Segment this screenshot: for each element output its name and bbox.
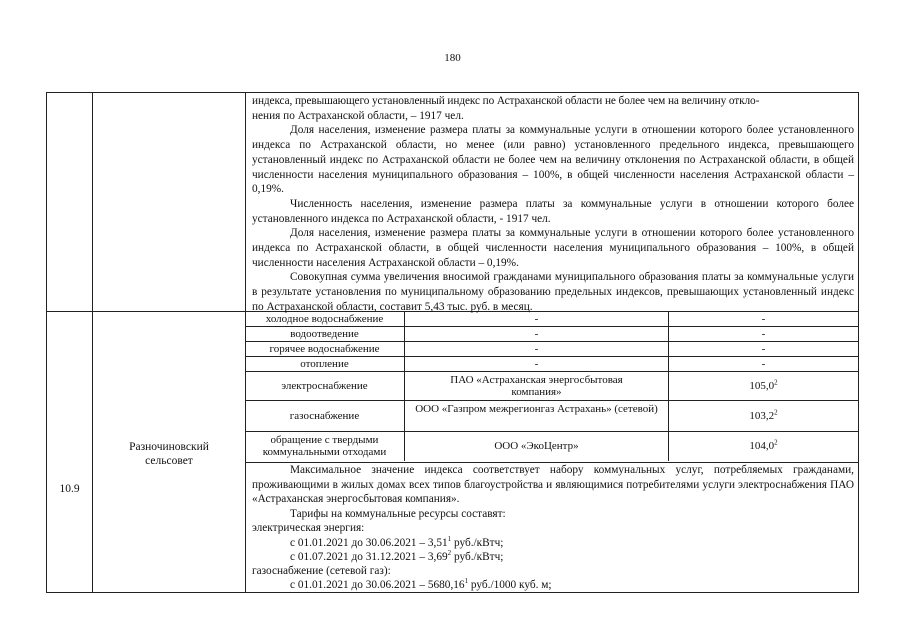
service-index: -	[761, 313, 766, 325]
service-provider: ПАО «Астраханская энергосбытовая компания»	[450, 374, 623, 398]
service-index	[669, 380, 858, 392]
service-index	[669, 410, 858, 422]
service-name: холодное водоснабжение	[265, 313, 384, 325]
footnote-mark: 1	[464, 577, 469, 586]
paragraph: Численность населения, изменение размера платы за коммунальные услуги в отношении которого более установленного индекса по Астраханской области, - 1917 чел.	[252, 197, 854, 225]
tariff-unit: руб./1000 куб. м;	[468, 579, 552, 591]
paragraph: Совокупная сумма увеличения вносимой гражданами муниципального образования платы за коммунальные услуги в результате установления по муниципальному образованию предельных индексов, превышающих установленный индекс по Астраханской области, составит 5,43 тыс. руб. в месяц.	[252, 271, 854, 313]
service-name: водоотведение	[290, 328, 359, 340]
tariff-text: с 01.01.2021 до 30.06.2021 – 3,51	[290, 537, 448, 549]
tariff-line	[290, 550, 503, 565]
bottom-text-block	[252, 463, 854, 522]
service-row-line	[245, 431, 858, 432]
col-divider	[92, 93, 93, 592]
page-number: 180	[444, 52, 461, 64]
tariff-unit: руб./кВтч;	[451, 537, 504, 549]
service-name: обращение с твердыми коммунальными отходами	[262, 434, 387, 458]
gas-label: газоснабжение (сетевой газ):	[252, 565, 391, 577]
index-value: 104,0	[749, 440, 775, 452]
service-provider: -	[534, 313, 539, 325]
footnote-mark: 2	[447, 549, 452, 558]
index-table	[46, 92, 859, 593]
tariff-unit: руб./кВтч;	[451, 551, 504, 563]
service-index: -	[761, 358, 766, 370]
text-line: индекса, превышающего установленный индекс по Астраханской области не более чем на величину откло-	[252, 95, 760, 107]
service-name: отопление	[300, 358, 349, 370]
service-provider: ООО «Газпром межрегионгаз Астрахань» (сетевой)	[415, 403, 658, 415]
municipality-name-line: сельсовет	[145, 455, 193, 467]
footnote-mark: 2	[774, 438, 778, 447]
paragraph: Доля населения, изменение размера платы за коммунальные услуги в отношении которого более установленного индекса по Астраханской области, в общей численности населения муниципального образования – 100%, в общей численности населения Астраханской области – 0,19%.	[252, 227, 854, 269]
service-name: горячее водоснабжение	[269, 343, 380, 355]
tariff-line	[290, 536, 503, 551]
service-index: -	[761, 343, 766, 355]
service-row-line	[245, 326, 858, 327]
service-provider: -	[534, 343, 539, 355]
service-name: газоснабжение	[289, 410, 360, 422]
index-value: 105,0	[749, 380, 775, 392]
paragraph: Доля населения, изменение размера платы за коммунальные услуги в отношении которого более установленного индекса по Астраханской области, но менее (или равно) установленного предельного индекса, превышающего установленный индекс по Астраханской области не более чем на величину отклонения по Астраханской области, в общей численности населения муниципального образования – 100%, в общей численности населения Астраханской области – 0,19%.	[252, 124, 854, 196]
service-index	[669, 440, 858, 452]
service-row-line	[245, 341, 858, 342]
service-row-line	[245, 356, 858, 357]
service-row-line	[245, 400, 858, 401]
footnote-mark: 1	[447, 535, 452, 544]
footnote-mark: 2	[774, 408, 778, 417]
municipality-name-line: Разночиновский	[129, 441, 209, 453]
service-provider: ООО «ЭкоЦентр»	[494, 440, 579, 452]
municipality-name	[93, 440, 245, 468]
text-line: нения по Астраханской области, – 1917 чел.	[252, 109, 464, 122]
service-index: -	[761, 328, 766, 340]
service-provider: -	[534, 328, 539, 340]
electric-label: электрическая энергия:	[252, 522, 365, 534]
tariff-line	[290, 578, 552, 593]
row-number: 10.9	[59, 483, 80, 495]
tariff-text: с 01.07.2021 до 31.12.2021 – 3,69	[290, 551, 448, 563]
service-provider: -	[534, 358, 539, 370]
footnote-mark: 2	[774, 378, 778, 387]
tariff-text: с 01.01.2021 до 30.06.2021 – 5680,16	[290, 579, 465, 591]
paragraph: Максимальное значение индекса соответствует набору коммунальных услуг, потребляемых гражданами, проживающими в жилых домах всех типов благоустройства и являющимися потребителями услуги электроснабжения ПАО «Астраханская энергосбытовая компания».	[252, 464, 854, 506]
service-name: электроснабжение	[281, 380, 368, 392]
paragraph: Тарифы на коммунальные ресурсы составят:	[290, 508, 506, 521]
index-value: 103,2	[749, 410, 775, 422]
service-row-line	[245, 371, 858, 372]
top-text-block	[252, 94, 854, 315]
